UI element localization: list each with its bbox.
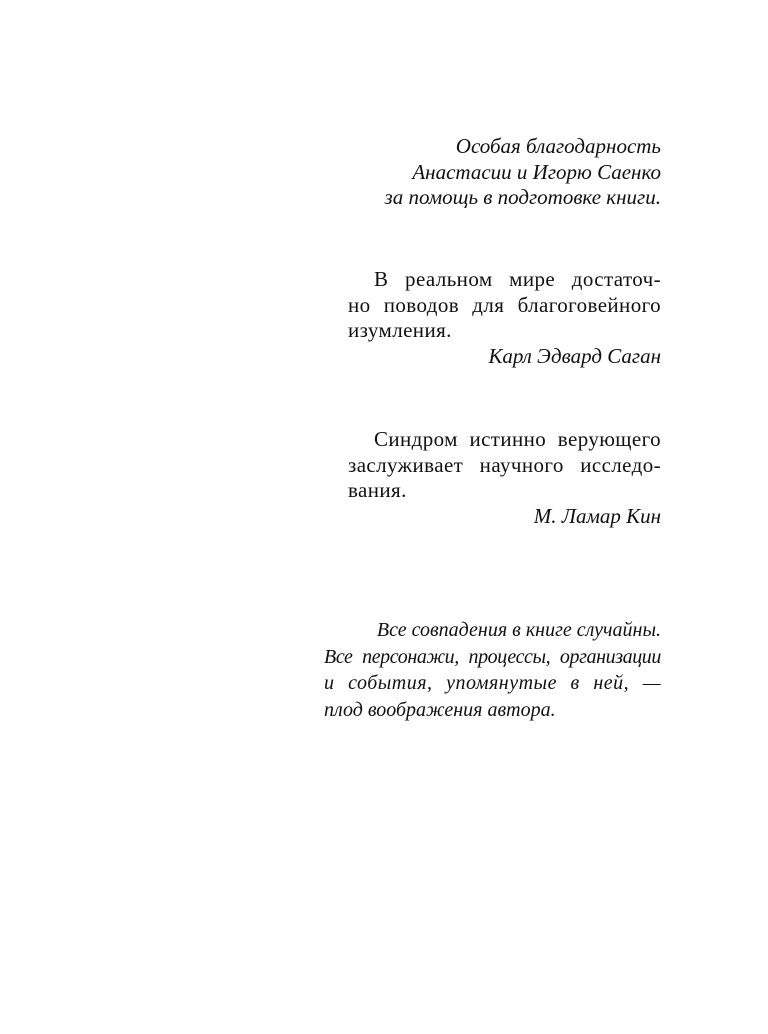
epigraph-line: вания. [348, 478, 407, 502]
acknowledgement [301, 134, 661, 211]
acknowledgement-line: Анастасии и Игорю Саенко [412, 159, 661, 184]
epigraph-line: но поводов для благоговейного [348, 292, 661, 317]
disclaimer-line: и события, упомянутые в ней, — [324, 672, 661, 694]
epigraph-author: М. Ламар Кин [533, 503, 661, 528]
epigraph-author: Карл Эдвард Саган [488, 343, 661, 368]
epigraph-line: изумления. [348, 318, 452, 342]
acknowledgement-line: Особая благодарность [455, 134, 661, 158]
epigraph-keen [348, 427, 661, 529]
disclaimer-line: Все совпадения в книге случайны. [376, 619, 661, 641]
disclaimer-line: плод воображения автора. [324, 698, 556, 721]
acknowledgement-line: за помощь в подготовке книги. [384, 185, 661, 209]
epigraph-line: В реальном мире достаточ- [374, 267, 661, 291]
epigraph-sagan [348, 267, 661, 369]
disclaimer [324, 617, 661, 723]
epigraph-line: Синдром истинно верующего [374, 427, 661, 451]
epigraph-line: заслуживает научного исследо- [348, 452, 661, 477]
disclaimer-line: Все персонажи, процессы, организации [324, 645, 661, 668]
